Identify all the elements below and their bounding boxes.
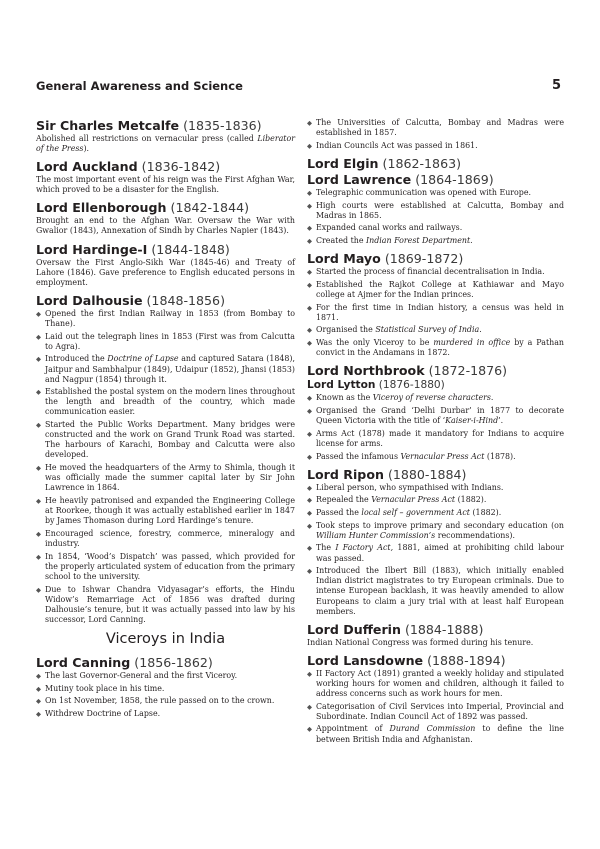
section-text: [36, 134, 295, 154]
section-lawrence: [307, 172, 564, 246]
text-run: Established the Rajkot College at Kathiawar and Mayo college at Ajmer for the Indian princes.: [316, 279, 564, 299]
text-run: Brought an end to the Afghan War. Oversaw the War with Gwalior (1843), Annexation of Sindh by Charles Napier (1843).: [36, 216, 295, 236]
bullet-list: [307, 267, 564, 358]
list-item: [307, 724, 564, 744]
bullet-diamond-icon: ◆: [36, 529, 41, 538]
list-item: [307, 521, 564, 541]
bullet-diamond-icon: ◆: [36, 332, 41, 341]
bullet-list: [307, 483, 564, 617]
bullet-diamond-icon: ◆: [307, 268, 312, 277]
bullet-diamond-icon: ◆: [36, 388, 41, 397]
bullet-diamond-icon: ◆: [307, 280, 312, 289]
list-item: [307, 543, 564, 563]
list-item: [36, 496, 295, 526]
bullet-diamond-icon: ◆: [307, 326, 312, 335]
list-item: [36, 671, 295, 681]
text-run: Known as the: [316, 393, 373, 403]
list-item: [307, 452, 564, 462]
text-run: Passed the infamous: [316, 451, 401, 461]
list-item: [36, 529, 295, 549]
list-item: [307, 280, 564, 300]
left-column: [36, 118, 295, 724]
list-item: [307, 669, 564, 699]
list-item: [36, 332, 295, 352]
italic-text: Vernacular Press Act: [400, 451, 485, 461]
list-item: [307, 201, 564, 221]
italic-text: Indian Forest Department.: [366, 236, 473, 246]
list-item: [307, 508, 564, 518]
section-canning: [36, 655, 295, 719]
text-run: Opened the first Indian Railway in 1853 (from Bombay to Thane).: [45, 308, 295, 328]
list-item: [307, 429, 564, 449]
text-run: Started the process of financial decentralisation in India.: [316, 267, 545, 277]
section-mayo: [307, 251, 564, 358]
bullet-diamond-icon: ◆: [307, 224, 312, 233]
italic-text: Statistical Survey of India.: [375, 325, 482, 335]
section-lytton: [307, 379, 564, 461]
text-run: Liberal person, who sympathised with Indians.: [316, 482, 504, 492]
section-text: [36, 258, 295, 288]
list-item: [307, 118, 564, 138]
bullet-diamond-icon: ◆: [307, 521, 312, 530]
list-item: [36, 552, 295, 582]
italic-text: Durand Commission: [389, 724, 476, 734]
text-run: Due to Ishwar Chandra Vidyasagar’s efforts, the Hindu Widow’s Remarriage Act of 1856 was drafted during Dalhousie’s tenure, but it was actually passed into law by his successor, Lord Canning.: [45, 584, 295, 624]
right-column: [307, 118, 564, 750]
text-run: Organised the: [316, 325, 376, 335]
text-run: High courts were established at Calcutta, Bombay and Madras in 1865.: [316, 200, 564, 220]
text-run: He moved the headquarters of the Army to Shimla, though it was officially made the summer capital later by Sir John Lawrence in 1864.: [45, 463, 295, 493]
section-northbrook: [307, 363, 564, 378]
italic-text: Kaiser-i-Hind: [445, 416, 499, 426]
text-run: Introduced the Ilbert Bill (1883), which initially enabled Indian district magistrates to try European criminals. Due to intense European backlash, it was heavily amended to allow Europeans to claim a jury trial with at least half European members.: [316, 566, 564, 616]
bullet-list: [36, 309, 295, 625]
list-item: [36, 696, 295, 706]
section-metcalfe: [36, 118, 295, 154]
italic-text: murdered in office: [433, 338, 511, 348]
bullet-diamond-icon: ◆: [36, 684, 41, 693]
text-run: Oversaw the First Anglo-Sikh War (1845-46) and Treaty of Lahore (1846). Gave preference to English educated persons in employment.: [36, 257, 295, 287]
bullet-diamond-icon: ◆: [36, 671, 41, 680]
list-item: [36, 309, 295, 329]
bullet-diamond-icon: ◆: [36, 709, 41, 718]
list-item: [307, 406, 564, 426]
text-run: II Factory Act (1891) granted a weekly holiday and stipulated working hours for women and children, although it failed to address concerns such as work hours for men.: [316, 668, 564, 698]
bullet-diamond-icon: ◆: [36, 585, 41, 594]
bullet-diamond-icon: ◆: [307, 429, 312, 438]
text-run: 1881, aimed at prohibiting child labour was passed.: [316, 543, 564, 563]
text-run: Was the only Viceroy to be: [316, 338, 434, 348]
section-heading: Lord Auckland (1836-1842): [36, 159, 221, 175]
bullet-diamond-icon: ◆: [307, 483, 312, 492]
bullet-diamond-icon: ◆: [36, 552, 41, 561]
list-item: [307, 267, 564, 277]
section-heading: Lord Lytton (1876-1880): [307, 379, 445, 392]
text-run: Expanded canal works and railways.: [316, 223, 463, 233]
list-item: [307, 495, 564, 505]
text-run: The last Governor-General and the first Viceroy.: [45, 670, 238, 680]
section-heading: Lord Dalhousie (1848-1856): [36, 292, 225, 308]
section-heading: Lord Dufferin (1884-1888): [307, 621, 484, 637]
bullet-diamond-icon: ◆: [307, 567, 312, 576]
text-run: ).: [83, 144, 90, 154]
text-run: (1882).: [455, 495, 487, 505]
text-run: Organised the Grand ‘Delhi Durbar’ in 1877 to decorate Queen Victoria with the title of ‘: [316, 405, 564, 426]
text-run: Passed the: [316, 507, 362, 517]
section-auckland: [36, 159, 295, 195]
list-item: [307, 236, 564, 246]
text-run: recommendations).: [435, 530, 515, 540]
text-run: Created the: [316, 236, 367, 246]
bullet-diamond-icon: ◆: [36, 697, 41, 706]
list-item: [307, 338, 564, 358]
bullet-diamond-icon: ◆: [307, 237, 312, 246]
text-run: He heavily patronised and expanded the Engineering College at Roorkee, though it was actually established earlier in 1847 by James Thomason during Lord Hardinge’s tenure.: [45, 496, 295, 526]
list-item: [307, 303, 564, 323]
section-ellenborough: [36, 200, 295, 236]
text-run: Mutiny took place in his time.: [45, 683, 165, 693]
bullet-diamond-icon: ◆: [307, 339, 312, 348]
bullet-diamond-icon: ◆: [36, 421, 41, 430]
text-run: Withdrew Doctrine of Lapse.: [45, 708, 161, 718]
text-run: For the first time in Indian history, a census was held in 1871.: [316, 302, 564, 322]
text-run: In 1854, ‘Wood’s Dispatch’ was passed, which provided for the properly articulated system of education from the primary school to the university.: [45, 551, 295, 581]
list-item: [307, 325, 564, 335]
list-item: [36, 354, 295, 384]
list-item: [307, 483, 564, 493]
text-run: Abolished all restrictions on vernacular press (called: [36, 134, 258, 143]
list-item: [307, 141, 564, 151]
list-item: [36, 585, 295, 625]
bullet-diamond-icon: ◆: [307, 303, 312, 312]
section-heading: Lord Elgin (1862-1863): [307, 155, 462, 171]
list-item: [36, 463, 295, 493]
bullet-diamond-icon: ◆: [307, 394, 312, 403]
bullet-diamond-icon: ◆: [307, 188, 312, 197]
bullet-diamond-icon: ◆: [307, 452, 312, 461]
text-run: Telegraphic communication was opened with Europe.: [316, 187, 532, 197]
text-run: Appointment of: [316, 724, 390, 734]
italic-text: Doctrine of Lapse: [107, 354, 179, 364]
list-item: [36, 387, 295, 417]
section-ripon: [307, 467, 564, 617]
italic-text: local self – government Act: [361, 507, 470, 517]
text-run: ’.: [498, 416, 504, 426]
text-run: The Universities of Calcutta, Bombay and Madras were established in 1857.: [316, 118, 564, 138]
list-item: [307, 566, 564, 616]
italic-text: Liberator of the Press: [36, 134, 295, 154]
running-header-title: General Awareness and Science: [36, 79, 243, 93]
text-run: Started the Public Works Department. Many bridges were constructed and the work on Grand Trunk Road was started. The harbours of Karachi, Bombay and Calcutta were also developed.: [45, 420, 295, 460]
page-number: 5: [552, 78, 562, 93]
section-heading: Lord Hardinge-I (1844-1848): [36, 241, 230, 257]
text-run: to define the line between British India and Afghanistan.: [316, 724, 564, 744]
bullet-list: [307, 669, 564, 745]
italic-text: Vernacular Press Act: [371, 495, 456, 505]
section-dufferin: [307, 622, 564, 648]
section-heading: Sir Charles Metcalfe (1835-1836): [36, 118, 262, 133]
text-run: Encouraged science, forestry, commerce, mineralogy and industry.: [45, 528, 295, 548]
text-run: On 1st November, 1858, the rule passed on to the crown.: [45, 696, 275, 706]
list-item: [36, 709, 295, 719]
section-heading: Lord Lansdowne (1888-1894): [307, 652, 506, 668]
italic-text: Viceroy of reverse characters.: [372, 393, 494, 403]
text-run: Indian National Congress was formed during his tenure.: [307, 637, 534, 647]
list-item: [307, 188, 564, 198]
text-run: and captured Satara (1848), Jaitpur and Sambhalpur (1849), Udaipur (1852), Jhansi (1853) and Nagpur (1854) through it.: [45, 354, 295, 384]
italic-text: I Factory Act,: [335, 543, 394, 553]
section-heading: Lord Canning (1856-1862): [36, 654, 213, 670]
section-heading: Lord Northbrook (1872-1876): [307, 363, 508, 379]
list-item: [36, 684, 295, 694]
bullet-diamond-icon: ◆: [307, 508, 312, 517]
bullet-diamond-icon: ◆: [307, 119, 312, 127]
bullet-diamond-icon: ◆: [307, 725, 312, 734]
bullet-diamond-icon: ◆: [307, 669, 312, 678]
bullet-list: [307, 188, 564, 246]
list-item: [307, 702, 564, 722]
text-run: The most important event of his reign was the First Afghan War, which proved to be a disaster for the English.: [36, 175, 295, 195]
section-dalhousie: [36, 293, 295, 625]
bullet-list: [307, 118, 564, 151]
section-heading: Lord Ripon (1880-1884): [307, 466, 467, 482]
text-run: Categorisation of Civil Services into Imperial, Provincial and Subordinate. Indian Council Act of 1892 was passed.: [316, 701, 564, 721]
bullet-diamond-icon: ◆: [36, 355, 41, 364]
section-text: [307, 638, 564, 648]
section-heading: Lord Ellenborough (1842-1844): [36, 200, 250, 216]
text-run: (1878).: [484, 451, 516, 461]
text-run: Repealed the: [316, 495, 372, 505]
section-lansdowne: [307, 653, 564, 745]
text-run: Established the postal system on the modern lines throughout the length and breadth of the country, which made communication easier.: [45, 387, 295, 417]
section-text: [36, 216, 295, 236]
viceroys-heading: Viceroys in India: [105, 630, 226, 647]
text-run: Laid out the telegraph lines in 1853 (First was from Calcutta to Agra).: [45, 331, 295, 351]
bullet-diamond-icon: ◆: [307, 406, 312, 415]
bullet-diamond-icon: ◆: [307, 201, 312, 210]
section-hardinge: [36, 242, 295, 288]
section-canning-continued: [307, 118, 564, 151]
italic-text: William Hunter Commission’s: [316, 530, 436, 540]
section-text: [36, 175, 295, 195]
list-item: [36, 420, 295, 460]
section-heading: Lord Lawrence (1864-1869): [307, 171, 494, 187]
text-run: Took steps to improve primary and secondary education (on: [316, 520, 564, 530]
section-elgin: [307, 156, 564, 171]
list-item: [307, 393, 564, 403]
text-run: by a Pathan convict in the Andamans in 1872.: [316, 338, 565, 358]
text-run: Indian Councils Act was passed in 1861.: [316, 140, 478, 150]
bullet-diamond-icon: ◆: [307, 702, 312, 711]
text-run: (1882).: [469, 507, 502, 517]
text-run: The: [316, 543, 336, 553]
bullet-diamond-icon: ◆: [307, 141, 312, 150]
list-item: [307, 223, 564, 233]
bullet-diamond-icon: ◆: [307, 544, 312, 553]
bullet-diamond-icon: ◆: [36, 464, 41, 473]
text-run: Introduced the: [45, 354, 108, 364]
text-run: Arms Act (1878) made it mandatory for Indians to acquire license for arms.: [316, 428, 564, 448]
section-heading: Lord Mayo (1869-1872): [307, 251, 464, 267]
bullet-list: [36, 671, 295, 719]
bullet-diamond-icon: ◆: [307, 496, 312, 505]
bullet-diamond-icon: ◆: [36, 497, 41, 505]
bullet-list: [307, 393, 564, 461]
bullet-diamond-icon: ◆: [36, 309, 41, 318]
